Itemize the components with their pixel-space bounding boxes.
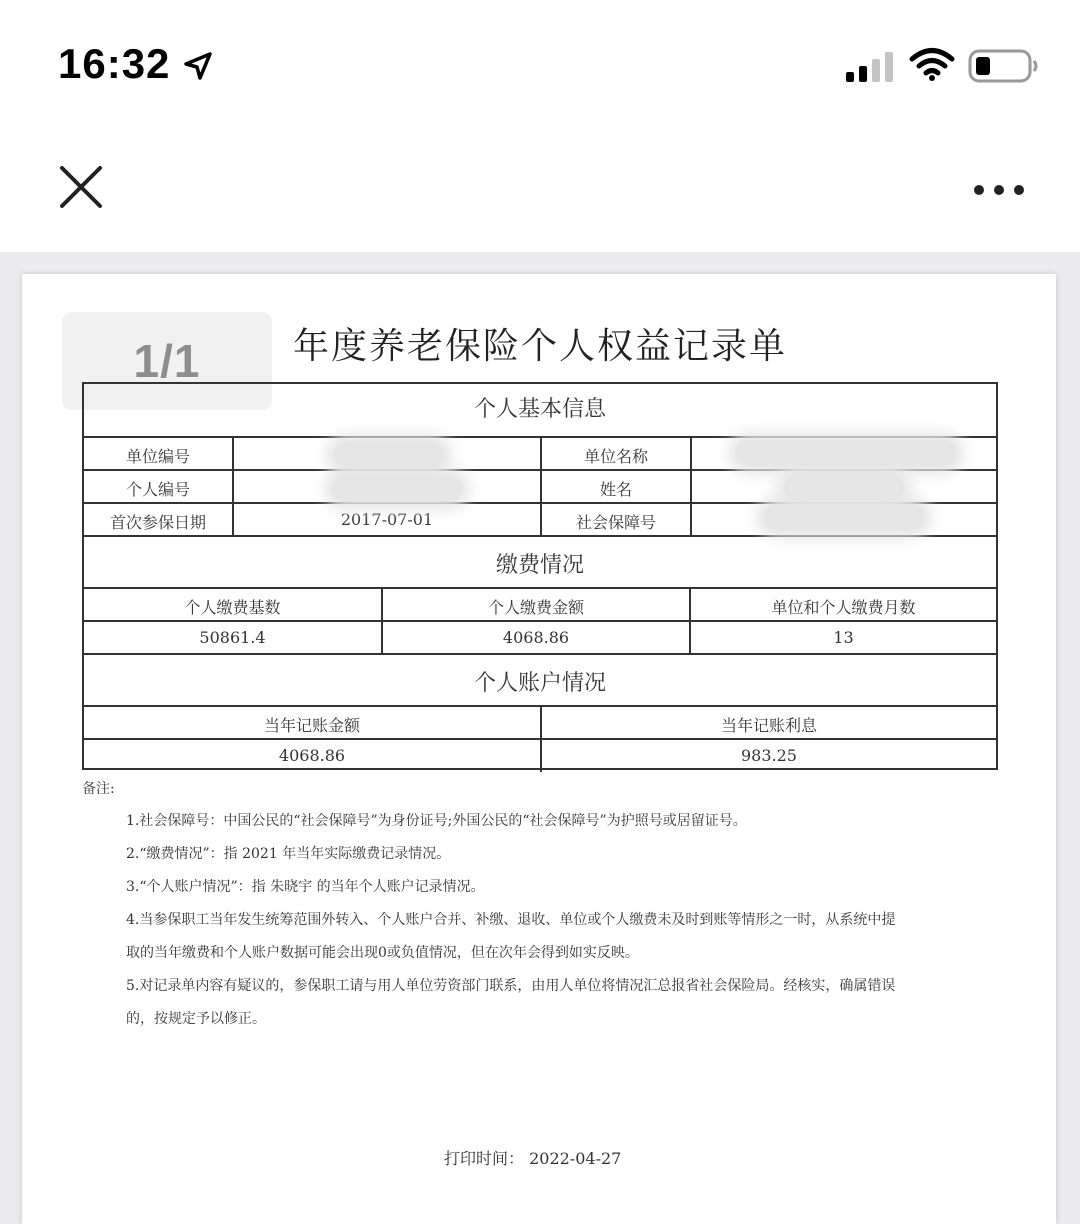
acct-value: 4068.86 bbox=[278, 746, 346, 765]
section-basic-info: 个人基本信息 bbox=[473, 397, 606, 422]
redacted-name bbox=[784, 474, 904, 500]
pay-header: 个人缴费基数 bbox=[184, 598, 281, 617]
redacted-unit-no bbox=[334, 442, 444, 468]
notes-title: 备注: bbox=[82, 781, 115, 797]
print-time: 打印时间： 2022-04-27 bbox=[444, 1149, 622, 1168]
wifi-icon bbox=[908, 46, 956, 82]
pay-header: 单位和个人缴费月数 bbox=[771, 598, 916, 617]
acct-value: 983.25 bbox=[741, 746, 797, 765]
note-line: 2.“缴费情况”：指 2021 年当年实际缴费记录情况。 bbox=[126, 846, 451, 862]
battery-icon bbox=[968, 49, 1040, 83]
note-line: 4.当参保职工当年发生统筹范围外转入、个人账户合并、补缴、退收、单位或个人缴费未及时到账等情形之一时，从系统中提 bbox=[126, 912, 896, 928]
name-label: 姓名 bbox=[599, 480, 632, 499]
redacted-unit-name bbox=[736, 440, 956, 466]
more-dots-icon[interactable] bbox=[970, 178, 1028, 202]
pay-value: 13 bbox=[833, 628, 854, 647]
status-bar bbox=[0, 0, 1080, 130]
redacted-person-no bbox=[332, 476, 462, 502]
first-date-value: 2017-07-01 bbox=[340, 510, 434, 529]
note-line: 3.“个人账户情况”：指 朱晓宇 的当年个人账户记录情况。 bbox=[126, 879, 485, 895]
document-title: 年度养老保险个人权益记录单 bbox=[292, 326, 787, 367]
status-time: 16:32 bbox=[58, 40, 171, 87]
cellular-signal-icon bbox=[846, 52, 896, 82]
page-indicator: 1/1 bbox=[62, 312, 272, 410]
record-table bbox=[82, 382, 998, 770]
section-payment: 缴费情况 bbox=[495, 553, 584, 578]
pay-header: 个人缴费金额 bbox=[487, 598, 584, 617]
person-no-label: 个人编号 bbox=[125, 480, 190, 499]
note-line: 取的当年缴费和个人账户数据可能会出现0或负值情况，但在次年会得到如实反映。 bbox=[126, 945, 639, 961]
note-line: 的，按规定予以修正。 bbox=[126, 1011, 266, 1027]
unit-no-label: 单位编号 bbox=[125, 447, 190, 466]
acct-header: 当年记账金额 bbox=[263, 716, 360, 735]
ssn-label: 社会保障号 bbox=[575, 513, 656, 532]
location-arrow-icon bbox=[182, 50, 214, 82]
close-icon[interactable] bbox=[56, 162, 106, 212]
unit-name-label: 单位名称 bbox=[583, 447, 648, 466]
pay-value: 50861.4 bbox=[199, 628, 266, 647]
first-date-label: 首次参保日期 bbox=[109, 513, 206, 532]
acct-header: 当年记账利息 bbox=[720, 716, 817, 735]
note-line: 5.对记录单内容有疑议的，参保职工请与用人单位劳资部门联系，由用人单位将情况汇总报省社会保险局。经核实，确属错误 bbox=[126, 978, 896, 994]
section-account: 个人账户情况 bbox=[473, 671, 606, 696]
nav-bar bbox=[0, 130, 1080, 252]
note-line: 1.社会保障号：中国公民的“社会保障号”为身份证号;外国公民的“社会保障号”为护照号或居留证号。 bbox=[126, 813, 747, 829]
redacted-ssn bbox=[764, 504, 924, 530]
pay-value: 4068.86 bbox=[502, 628, 570, 647]
